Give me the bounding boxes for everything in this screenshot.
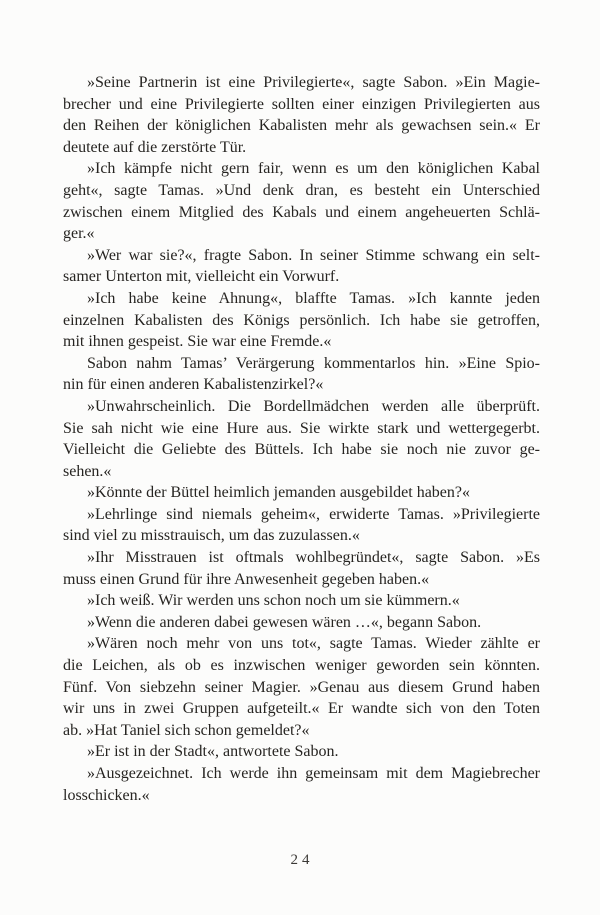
text-line: losschicken.« xyxy=(63,786,150,804)
text-line: »Wären noch mehr von uns tot«, sagte Tamas. Wieder zählte er xyxy=(87,635,540,653)
text-line: »Er ist in der Stadt«, antwortete Sabon. xyxy=(87,743,339,761)
text-line: sind viel zu misstrauisch, um das zuzulassen.« xyxy=(63,527,360,545)
text-line: ab. »Hat Taniel sich schon gemeldet?« xyxy=(63,721,310,739)
text-line: »Wer war sie?«, fragte Sabon. In seiner Stimme schwang ein selt- xyxy=(87,246,540,264)
text-line: wir uns in zwei Gruppen aufgeteilt.« Er wandte sich von den Toten xyxy=(63,700,540,718)
text-line: »Ich habe keine Ahnung«, blaffte Tamas. »Ich kannte jeden xyxy=(87,289,540,307)
text-line: geht«, sagte Tamas. »Und denk dran, es besteht ein Unterschied xyxy=(63,181,540,199)
text-line: sehen.« xyxy=(63,462,112,480)
text-line: Sabon nahm Tamas’ Verärgerung kommentarlos hin. »Eine Spio- xyxy=(87,354,540,372)
text-line: samer Unterton mit, vielleicht ein Vorwurf. xyxy=(63,268,340,286)
text-line: brecher und eine Privilegierte sollten einer einzigen Privilegierten aus xyxy=(63,95,540,113)
page-text xyxy=(63,72,540,806)
text-line: deutete auf die zerstörte Tür. xyxy=(63,138,247,156)
text-line: »Könnte der Büttel heimlich jemanden ausgebildet haben?« xyxy=(87,484,470,502)
text-line: zwischen einem Mitglied des Kabals und einem angeheuerten Schlä- xyxy=(63,203,540,221)
text-line: nin für einen anderen Kabalistenzirkel?« xyxy=(63,376,324,394)
text-line: »Ihr Misstrauen ist oftmals wohlbegründet«, sagte Sabon. »Es xyxy=(87,549,540,567)
text-line: »Ich kämpfe nicht gern fair, wenn es um den königlichen Kabal xyxy=(87,160,540,178)
text-line: ger.« xyxy=(63,225,95,243)
text-line: »Lehrlinge sind niemals geheim«, erwiderte Tamas. »Privilegierte xyxy=(87,505,540,523)
text-line: einzelnen Kabalisten des Königs persönlich. Ich habe sie getroffen, xyxy=(63,311,540,329)
text-line: »Seine Partnerin ist eine Privilegierte«, sagte Sabon. »Ein Magie- xyxy=(87,74,540,91)
text-line: »Ausgezeichnet. Ich werde ihn gemeinsam mit dem Magiebrecher xyxy=(87,765,540,782)
text-line: die Leichen, als ob es inzwischen weniger geworden sein könnten. xyxy=(63,657,540,675)
text-line: Sie sah nicht wie eine Hure aus. Sie wirkte stark und wettergegerbt. xyxy=(63,419,540,437)
text-line: den Reihen der königlichen Kabalisten mehr als gewachsen sein.« Er xyxy=(63,117,540,135)
text-line: Vielleicht die Geliebte des Büttels. Ich habe sie noch nie zuvor ge- xyxy=(63,441,540,459)
text-line: mit ihnen gespeist. Sie war eine Fremde.« xyxy=(63,333,332,351)
text-line: Fünf. Von siebzehn seiner Magier. »Genau aus diesem Grund haben xyxy=(63,678,540,696)
text-line: »Unwahrscheinlich. Die Bordellmädchen werden alle überprüft. xyxy=(87,397,540,415)
text-line: »Ich weiß. Wir werden uns schon noch um sie kümmern.« xyxy=(87,592,460,610)
page-number: 24 xyxy=(290,852,314,868)
text-line: muss einen Grund für ihre Anwesenheit gegeben haben.« xyxy=(63,570,430,588)
text-line: »Wenn die anderen dabei gewesen wären …«, begann Sabon. xyxy=(87,613,482,631)
